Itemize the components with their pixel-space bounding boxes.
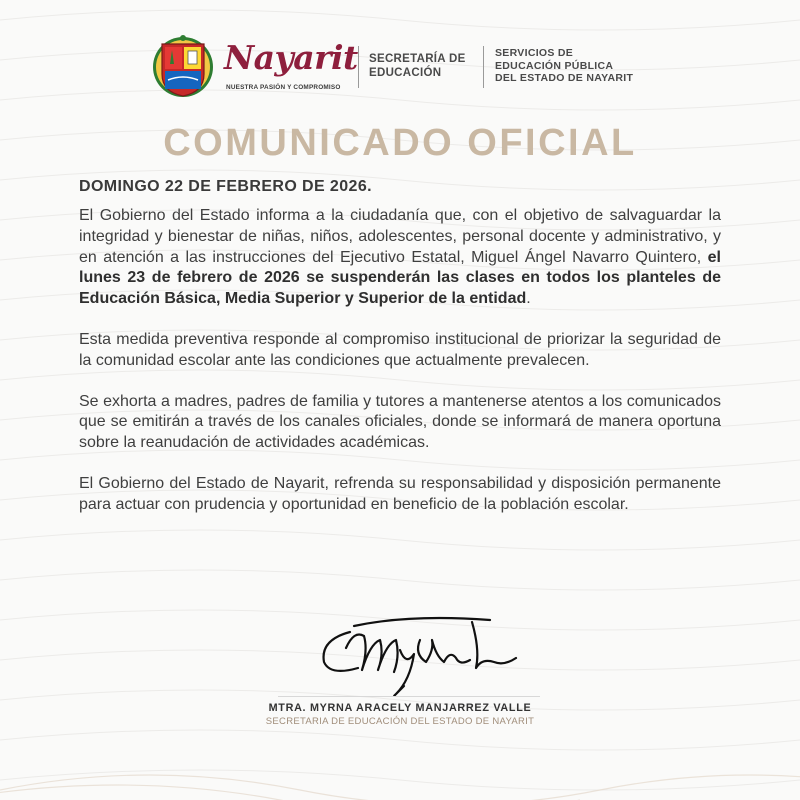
sepen-line2: EDUCACIÓN PÚBLICA [495, 59, 614, 72]
paragraph-1-text: El Gobierno del Estado informa a la ciudadanía que, con el objetivo de salvaguardar la integridad y bienestar de niñas, niños, adolescentes, personal docente y administrativo, y en atención a las instrucciones del Ejecutivo Estatal, Miguel Ángel Navarro Quintero, [79, 207, 721, 266]
brand-name: Nayarit [224, 38, 358, 77]
page-title: COMUNICADO OFICIAL [163, 122, 637, 164]
paragraph-1 [79, 206, 721, 310]
sepen-line1: SERVICIOS DE [495, 47, 574, 59]
handwritten-signature [310, 610, 530, 700]
signer-title: SECRETARIA DE EDUCACIÓN DEL ESTADO DE NAYARIT [265, 716, 535, 727]
secretaria-line1: SECRETARÍA DE [369, 53, 466, 65]
secretaria-line2: EDUCACIÓN [369, 67, 442, 79]
paragraph-4: El Gobierno del Estado de Nayarit, refrenda su responsabilidad y disposición permanente para actuar con prudencia y oportunidad en beneficio de la población escolar. [79, 474, 721, 513]
paragraph-3: Se exhorta a madres, padres de familia y tutores a mantenerse atentos a los comunicados que se emitirán a través de los canales oficiales, donde se informará de manera oportuna sobre la reanudación de actividades académicas. [79, 392, 721, 452]
nayarit-coat-of-arms-icon [152, 34, 214, 100]
header-divider [483, 46, 484, 88]
brand-logo [224, 38, 358, 98]
sepen-line3: DEL ESTADO DE NAYARIT [495, 72, 634, 85]
communique-body [79, 178, 721, 536]
sepen-logo-text [495, 47, 633, 85]
signer-name: MTRA. MYRNA ARACELY MANJARREZ VALLE [268, 702, 532, 714]
paragraph-1-end: . [526, 290, 531, 308]
header-divider [358, 46, 359, 88]
brand-tagline: NUESTRA PASIÓN Y COMPROMISO [226, 84, 341, 91]
header [152, 34, 652, 104]
secretaria-logo-text [369, 52, 466, 80]
paragraph-2: Esta medida preventiva responde al compromiso institucional de priorizar la seguridad de la comunidad escolar ante las condiciones que actualmente prevalecen. [79, 330, 721, 369]
paragraph-1-highlight: el lunes 23 de febrero de 2026 se suspenderán las clases en todos los planteles de Educación Básica, Media Superior y Superior de la entidad [79, 248, 721, 308]
signature-line [278, 696, 540, 697]
communique-date: DOMINGO 22 DE FEBRERO DE 2026. [79, 178, 372, 195]
